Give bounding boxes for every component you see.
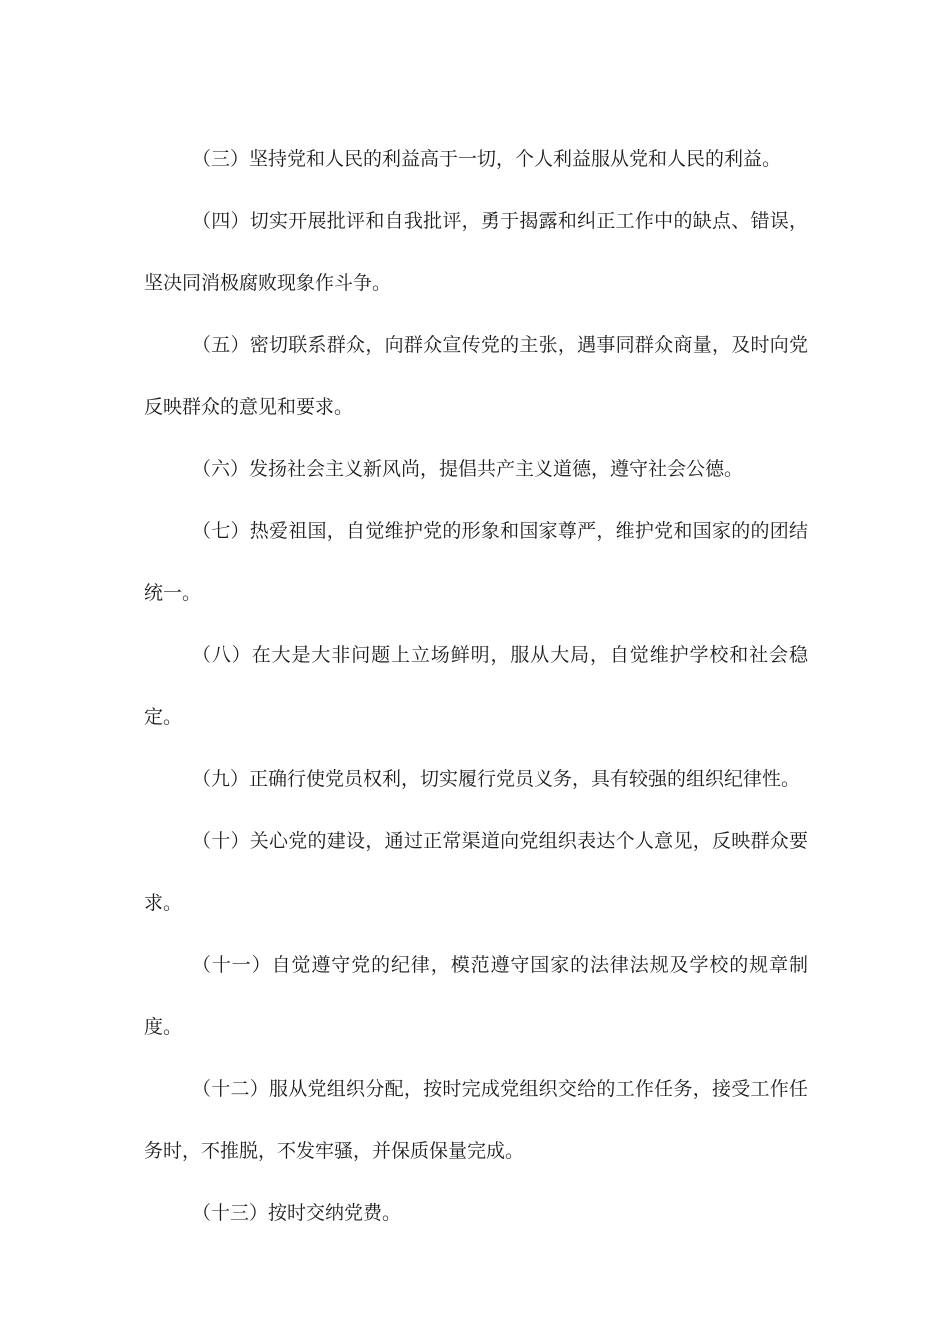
paragraph-item-5: （五）密切联系群众，向群众宣传党的主张，遇事同群众商量，及时向党反映群众的意见和要求。 bbox=[144, 334, 808, 418]
paragraph-item-11: （十一）自觉遵守党的纪律，模范遵守国家的法律法规及学校的规章制度。 bbox=[144, 954, 808, 1038]
document-body bbox=[144, 128, 808, 1244]
paragraph-item-8: （八）在大是大非问题上立场鲜明，服从大局，自觉维护学校和社会稳定。 bbox=[144, 644, 808, 728]
paragraph-item-12: （十二）服从党组织分配，按时完成党组织交给的工作任务，接受工作任务时，不推脱，不发牢骚，并保质保量完成。 bbox=[144, 1078, 808, 1162]
paragraph-item-9: （九）正确行使党员权利，切实履行党员义务，具有较强的组织纪律性。 bbox=[192, 768, 801, 790]
paragraph-item-7: （七）热爱祖国，自觉维护党的形象和国家尊严，维护党和国家的的团结统一。 bbox=[144, 520, 808, 604]
paragraph-item-4: （四）切实开展批评和自我批评，勇于揭露和纠正工作中的缺点、错误，坚决同消极腐败现象作斗争。 bbox=[144, 210, 808, 294]
paragraph-item-10: （十）关心党的建设，通过正常渠道向党组织表达个人意见，反映群众要求。 bbox=[144, 830, 808, 914]
paragraph-item-3: （三）坚持党和人民的利益高于一切，个人利益服从党和人民的利益。 bbox=[192, 148, 782, 170]
paragraph-item-6: （六）发扬社会主义新风尚，提倡共产主义道德，遵守社会公德。 bbox=[192, 458, 744, 480]
paragraph-item-13: （十三）按时交纳党费。 bbox=[192, 1202, 402, 1224]
